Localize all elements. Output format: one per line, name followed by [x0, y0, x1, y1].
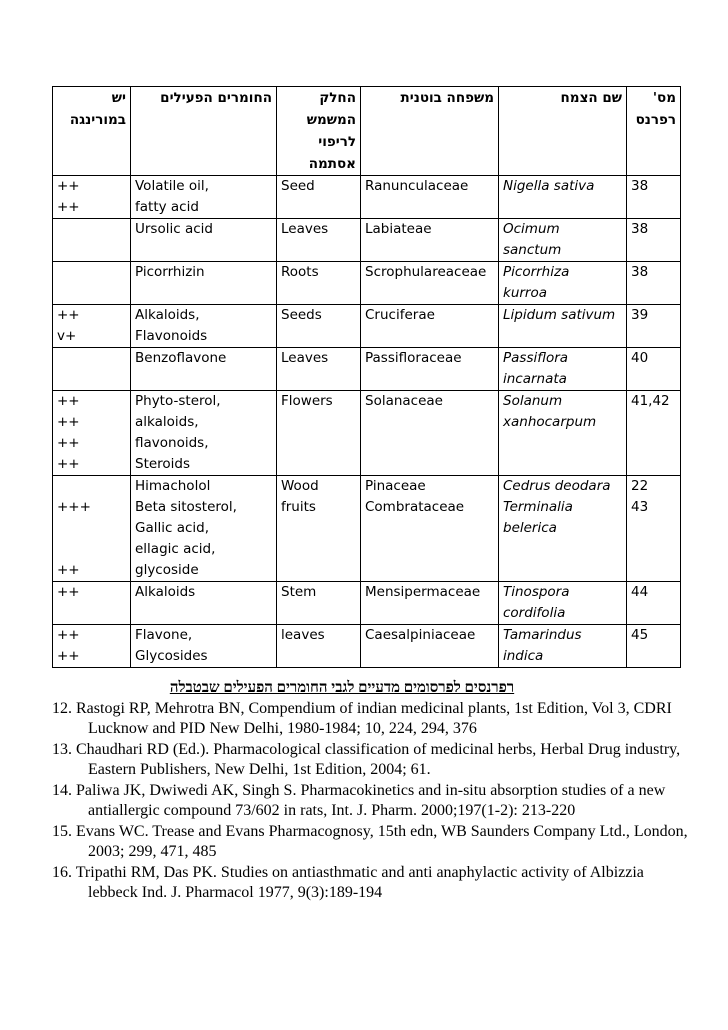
cell-line: ++	[57, 584, 80, 600]
cell-line: fatty acid	[135, 199, 199, 215]
cell-line: Cruciferae	[365, 307, 435, 323]
cell-line: indica	[503, 648, 544, 664]
cell-line: Leaves	[281, 350, 329, 366]
cell-line: 44	[631, 584, 649, 600]
header-row	[53, 87, 681, 176]
table-row	[53, 391, 681, 476]
table-row	[53, 219, 681, 262]
cell-line: flavonoids,	[135, 435, 209, 451]
cell-ref	[627, 176, 681, 219]
header-part: החלק המשמש לריפוי אסתמה	[277, 87, 361, 176]
cell-line	[57, 518, 126, 539]
cell-family	[361, 176, 499, 219]
references-section	[52, 678, 692, 904]
cell-ref	[627, 625, 681, 668]
cell-family	[361, 582, 499, 625]
cell-plant	[499, 219, 627, 262]
cell-active	[131, 176, 277, 219]
references-list	[52, 699, 692, 904]
cell-line: ++	[57, 562, 80, 578]
cell-line	[57, 476, 126, 497]
cell-line: Picorrhizin	[135, 264, 205, 280]
cell-line: ++	[57, 627, 80, 643]
cell-part	[277, 348, 361, 391]
cell-ref	[627, 348, 681, 391]
cell-line: Stem	[281, 584, 317, 600]
table-row	[53, 582, 681, 625]
cell-present	[53, 582, 131, 625]
cell-line	[57, 539, 126, 560]
cell-line: Leaves	[281, 221, 329, 237]
cell-active	[131, 476, 277, 582]
cell-plant	[499, 262, 627, 305]
header-present: יש במורינגה	[53, 87, 131, 176]
cell-ref	[627, 262, 681, 305]
cell-line: Passiflora	[503, 350, 569, 366]
cell-plant	[499, 348, 627, 391]
cell-line: ++	[57, 393, 80, 409]
cell-family	[361, 219, 499, 262]
cell-present	[53, 348, 131, 391]
cell-present	[53, 476, 131, 582]
table-body	[53, 87, 681, 668]
cell-part	[277, 625, 361, 668]
cell-plant	[499, 391, 627, 476]
cell-line: ++	[57, 307, 80, 323]
table-row	[53, 348, 681, 391]
cell-line: xanhocarpum	[503, 414, 597, 430]
cell-line: ++	[57, 456, 80, 472]
cell-line: Benzoflavone	[135, 350, 227, 366]
cell-active	[131, 348, 277, 391]
cell-active	[131, 391, 277, 476]
cell-line: Nigella sativa	[503, 178, 595, 194]
cell-ref	[627, 582, 681, 625]
cell-line: Steroids	[135, 456, 191, 472]
table-row	[53, 176, 681, 219]
cell-line: Scrophulareaceae	[365, 264, 487, 280]
cell-line: Roots	[281, 264, 319, 280]
cell-active	[131, 262, 277, 305]
cell-line: Combrataceae	[365, 499, 465, 515]
cell-part	[277, 262, 361, 305]
cell-line: Beta sitosterol,	[135, 499, 237, 515]
cell-line: ++	[57, 435, 80, 451]
cell-line: Ranunculaceae	[365, 178, 469, 194]
cell-line: Wood	[281, 478, 319, 494]
cell-line: ++	[57, 199, 80, 215]
cell-line: Seeds	[281, 307, 322, 323]
cell-plant	[499, 305, 627, 348]
cell-line: Caesalpiniaceae	[365, 627, 476, 643]
cell-line: Glycosides	[135, 648, 208, 664]
cell-line: ++	[57, 648, 80, 664]
header-active: החומרים הפעילים	[131, 87, 277, 176]
cell-family	[361, 305, 499, 348]
cell-line: ++	[57, 414, 80, 430]
cell-line: Seed	[281, 178, 315, 194]
cell-part	[277, 391, 361, 476]
cell-family	[361, 625, 499, 668]
cell-part	[277, 219, 361, 262]
cell-family	[361, 262, 499, 305]
reference-item: 14. Paliwa JK, Dwiwedi AK, Singh S. Pharmacokinetics and in-situ absorption studies of a new antiallergic compound 73/602 in rats, Int. J. Pharm. 2000;197(1-2): 213-220	[52, 781, 666, 819]
cell-line: Flavone,	[135, 627, 193, 643]
cell-line: Flowers	[281, 393, 333, 409]
table-row	[53, 476, 681, 582]
header-ref: מס' רפרנס	[627, 87, 681, 176]
cell-line: 38	[631, 221, 649, 237]
header-family: משפחה בוטנית	[361, 87, 499, 176]
cell-line: ++	[57, 178, 80, 194]
references-title: רפרנסים לפרסומים מדעיים לגבי החומרים הפעילים שבטבלה	[169, 680, 515, 696]
cell-line: Volatile oil,	[135, 178, 209, 194]
cell-line: fruits	[281, 499, 316, 515]
cell-line: incarnata	[503, 371, 567, 387]
cell-line: belerica	[503, 520, 557, 536]
cell-line: Gallic acid,	[135, 520, 210, 536]
cell-part	[277, 582, 361, 625]
cell-line: 40	[631, 350, 649, 366]
cell-present	[53, 176, 131, 219]
cell-line: leaves	[281, 627, 325, 643]
cell-line: Ocimum	[503, 221, 560, 237]
cell-line: 38	[631, 264, 649, 280]
cell-ref	[627, 476, 681, 582]
reference-item: 12. Rastogi RP, Mehrotra BN, Compendium of indian medicinal plants, 1st Edition, Vol 3, CDRI Lucknow and PID New Delhi, 1980-1984; 10, 224, 294, 376	[52, 699, 672, 737]
cell-line: 41,42	[631, 393, 670, 409]
cell-part	[277, 176, 361, 219]
cell-active	[131, 582, 277, 625]
cell-line: 45	[631, 627, 649, 643]
cell-present	[53, 219, 131, 262]
cell-line: 39	[631, 307, 649, 323]
cell-active	[131, 219, 277, 262]
cell-line: alkaloids,	[135, 414, 199, 430]
cell-line: Solanaceae	[365, 393, 443, 409]
cell-line: 43	[631, 499, 649, 515]
cell-line: glycoside	[135, 562, 199, 578]
cell-present	[53, 391, 131, 476]
cell-line: 22	[631, 478, 649, 494]
cell-line: Picorrhiza	[503, 264, 570, 280]
cell-line: Mensipermaceae	[365, 584, 481, 600]
cell-ref	[627, 391, 681, 476]
cell-line: cordifolia	[503, 605, 566, 621]
cell-active	[131, 625, 277, 668]
cell-line: Cedrus deodara	[503, 478, 611, 494]
cell-ref	[627, 219, 681, 262]
reference-item: 16. Tripathi RM, Das PK. Studies on antiasthmatic and anti anaphylactic activity of Albizzia lebbeck Ind. J. Pharmacol 1977, 9(3):189-194	[52, 863, 644, 901]
cell-line: Terminalia	[503, 499, 573, 515]
cell-present	[53, 262, 131, 305]
cell-line: Phyto-sterol,	[135, 393, 221, 409]
reference-item: 13. Chaudhari RD (Ed.). Pharmacological classification of medicinal herbs, Herbal Drug industry, Eastern Publishers, New Delhi, 1st Edition, 2004; 61.	[52, 740, 681, 778]
cell-line: Passifloraceae	[365, 350, 462, 366]
cell-ref	[627, 305, 681, 348]
cell-active	[131, 305, 277, 348]
cell-line: Alkaloids,	[135, 307, 200, 323]
cell-line: Alkaloids	[135, 584, 196, 600]
plants-table	[52, 86, 681, 668]
cell-family	[361, 391, 499, 476]
cell-part	[277, 476, 361, 582]
cell-family	[361, 476, 499, 582]
cell-line: Flavonoids	[135, 328, 208, 344]
table-row	[53, 625, 681, 668]
cell-line: kurroa	[503, 285, 548, 301]
cell-line: Solanum	[503, 393, 563, 409]
cell-plant	[499, 176, 627, 219]
cell-line: Pinaceae	[365, 478, 426, 494]
cell-line: Himacholol	[135, 478, 211, 494]
cell-line: Lipidum sativum	[503, 307, 616, 323]
cell-plant	[499, 476, 627, 582]
cell-line: Ursolic acid	[135, 221, 213, 237]
table-row	[53, 305, 681, 348]
cell-line: 38	[631, 178, 649, 194]
table-row	[53, 262, 681, 305]
cell-line: v+	[57, 328, 77, 344]
reference-item: 15. Evans WC. Trease and Evans Pharmacognosy, 15th edn, WB Saunders Company Ltd., London, 2003; 299, 471, 485	[52, 822, 688, 860]
header-plant: שם הצמח	[499, 87, 627, 176]
cell-line: ellagic acid,	[135, 541, 216, 557]
cell-line: Tamarindus	[503, 627, 582, 643]
cell-present	[53, 305, 131, 348]
cell-family	[361, 348, 499, 391]
cell-line: +++	[57, 499, 91, 515]
cell-plant	[499, 582, 627, 625]
cell-plant	[499, 625, 627, 668]
cell-part	[277, 305, 361, 348]
cell-line: Labiateae	[365, 221, 432, 237]
cell-line: sanctum	[503, 242, 562, 258]
cell-present	[53, 625, 131, 668]
cell-line: Tinospora	[503, 584, 570, 600]
